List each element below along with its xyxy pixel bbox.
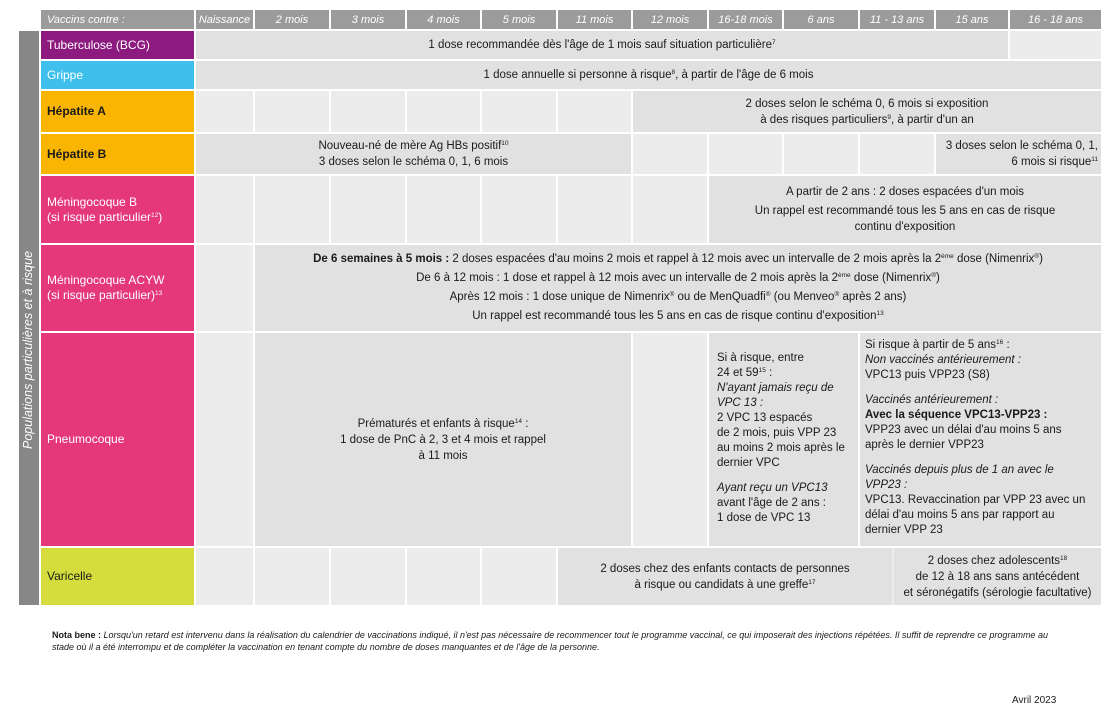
header-age-6ans bbox=[784, 10, 858, 29]
vaccine-name: Méningocoque ACYW bbox=[47, 273, 165, 287]
vaccine-varicelle bbox=[41, 548, 194, 605]
vaccine-grippe bbox=[41, 61, 194, 89]
header-age-2m bbox=[255, 10, 329, 29]
band-grippe: 1 dose annuelle si personne à risque$^8$, à partir de l'âge de 6 mois bbox=[196, 61, 1101, 89]
header-age-4m bbox=[407, 10, 480, 29]
header-age-label: 11 mois bbox=[575, 13, 614, 26]
header-age-label: 6 ans bbox=[807, 13, 835, 26]
band-bcg: 1 dose recommandée dès l'âge de 1 mois sauf situation particulière$^7$ bbox=[196, 31, 1008, 59]
band-varicelle-contacts: 2 doses chez des enfants contacts de personnes à risque ou candidats à une greffe$^{17}$ bbox=[558, 548, 892, 605]
grid-cell bbox=[255, 176, 329, 243]
header-age-12m bbox=[633, 10, 707, 29]
header-vaccines bbox=[41, 10, 194, 29]
nota-bene bbox=[52, 629, 1062, 653]
header-age-label: 15 ans bbox=[955, 13, 989, 26]
grid-cell bbox=[407, 548, 480, 605]
header-age-label: 5 mois bbox=[502, 13, 536, 26]
grid-cell bbox=[482, 176, 556, 243]
band-meningocoque-acyw: De 6 semaines à 5 mois : 2 doses espacées d'au moins 2 mois et rappel à 12 mois avec un intervalle de 2 mois après la 2ème dose (Nimenrix®) De 6 à 12 mois : 1 dose et rappel à 12 mois avec un intervalle de 2 mois après la 2ème dose (Nimenrix®) Après 12 mois : 1 dose unique de Nimenrix® ou de MenQuadfi® (ou Menveo® après 2 ans) Un rappel est recommandé tous les 5 ans en cas de risque continu d'exposition$^{13}$ bbox=[255, 245, 1101, 331]
sidebar-populations bbox=[19, 31, 39, 605]
grid-cell bbox=[407, 176, 480, 243]
grid-cell bbox=[196, 91, 253, 132]
grid-cell bbox=[633, 333, 707, 546]
header-age-3m bbox=[331, 10, 405, 29]
grid-cell bbox=[633, 134, 707, 174]
header-age-5m bbox=[482, 10, 556, 29]
header-age-15ans bbox=[936, 10, 1008, 29]
grid-cell bbox=[1010, 31, 1101, 59]
band-varicelle-adolescents: 2 doses chez adolescents$^{18}$ de 12 à 18 ans sans antécédent et séronégatifs (sérologie facultative) bbox=[894, 548, 1101, 605]
grid-cell bbox=[255, 91, 329, 132]
grid-cell bbox=[196, 333, 253, 546]
grid-cell bbox=[482, 91, 556, 132]
grid-cell bbox=[407, 91, 480, 132]
header-age-11-13ans bbox=[860, 10, 934, 29]
vaccine-name: Varicelle bbox=[47, 569, 93, 583]
header-age-label: 16 - 18 ans bbox=[1027, 13, 1084, 26]
grid-cell bbox=[558, 176, 631, 243]
sidebar-label: Populations particulières et à risque bbox=[21, 250, 35, 449]
vaccine-name: Grippe bbox=[47, 67, 84, 82]
header-age-label: 16-18 mois bbox=[718, 13, 773, 26]
grid-cell bbox=[196, 548, 253, 605]
grid-cell bbox=[196, 245, 253, 331]
header-age-label: 12 mois bbox=[650, 13, 690, 26]
vaccine-meningocoque-b bbox=[41, 176, 194, 243]
nota-bene-text: Lorsqu'un retard est intervenu dans la réalisation du calendrier de vaccinations indiqué, il n'est pas nécessaire de recommencer tout le programme vaccinal, ce qui imposerait des injections répétées. Il suffit de reprendre ce programme au stade où il a été interrompu et de compléter la vaccination en tenant compte du nombre de doses manquantes et de l'âge de la personne. bbox=[52, 630, 1048, 652]
header-age-label: 3 mois bbox=[351, 13, 385, 26]
header-age-16-18m bbox=[709, 10, 782, 29]
vaccine-name: Méningocoque B bbox=[47, 194, 138, 209]
band-meningocoque-b: A partir de 2 ans : 2 doses espacées d'un mois Un rappel est recommandé tous les 5 ans en cas de risque continu d'exposition bbox=[709, 176, 1101, 243]
grid-cell bbox=[633, 176, 707, 243]
vaccine-bcg bbox=[41, 31, 194, 59]
header-age-11m bbox=[558, 10, 631, 29]
vaccine-hepatite-a bbox=[41, 91, 194, 132]
vaccine-subtitle: (si risque particulier$^{12}$) bbox=[47, 209, 163, 224]
grid-cell bbox=[709, 134, 782, 174]
band-hepatite-a: 2 doses selon le schéma 0, 6 mois si exposition à des risques particuliers$^9$, à partir d'un an bbox=[633, 91, 1101, 132]
vaccine-meningocoque-acyw bbox=[41, 245, 194, 331]
header-age-label: Naissance bbox=[198, 13, 251, 26]
grid-cell bbox=[482, 548, 556, 605]
grid-cell bbox=[558, 91, 631, 132]
band-hepatite-b-risk: 3 doses selon le schéma 0, 1, 6 mois si risque$^{11}$ bbox=[936, 134, 1101, 174]
grid-cell bbox=[331, 548, 405, 605]
vaccine-hepatite-b bbox=[41, 134, 194, 174]
grid-cell bbox=[860, 134, 934, 174]
band-hepatite-b-newborn: Nouveau-né de mère Ag HBs positif$^{10}$ 3 doses selon le schéma 0, 1, 6 mois bbox=[196, 134, 631, 174]
nota-bene-label: Nota bene : bbox=[52, 630, 102, 640]
vaccine-pneumocoque bbox=[41, 333, 194, 546]
vaccine-name: Pneumocoque bbox=[47, 432, 125, 446]
grid-cell bbox=[255, 548, 329, 605]
header-age-naissance bbox=[196, 10, 253, 29]
header-age-label: 2 mois bbox=[275, 13, 309, 26]
header-vaccines-label: Vaccins contre : bbox=[47, 13, 125, 26]
vaccine-name: Hépatite B bbox=[47, 146, 107, 161]
header-age-label: 4 mois bbox=[427, 13, 460, 26]
vaccine-name: Tuberculose (BCG) bbox=[47, 37, 150, 52]
vaccine-name: Hépatite A bbox=[47, 104, 106, 118]
grid-cell bbox=[196, 176, 253, 243]
grid-cell bbox=[331, 91, 405, 132]
band-pneumocoque-prematures: Prématurés et enfants à risque$^{14}$ : 1 dose de PnC à 2, 3 et 4 mois et rappel à 11 mois bbox=[255, 333, 631, 546]
grid-cell bbox=[784, 134, 858, 174]
band-pneumocoque-5-ans: Si risque à partir de 5 ans$^{16}$ : Non vaccinés antérieurement : VPC13 puis VPP23 (S8) Vaccinés antérieurement : Avec la séquence VPC13-VPP23 : VPP23 avec un délai d'au moins 5 ans après le dernier VPP23 Vaccinés depuis plus de 1 an avec le VPP23 : VPC13. Revaccination par VPP 23 avec un délai d'au moins 5 ans par rapport au dernier VPP 23 bbox=[860, 333, 1101, 546]
band-pneumocoque-24-59-mois: Si à risque, entre 24 et $59^{15}$ : N'ayant jamais reçu de VPC 13 : 2 VPC 13 espacés de 2 mois, puis VPP 23 au moins 2 mois après le dernier VPC Ayant reçu un VPC13 avant l'âge de 2 ans : 1 dose de VPC 13 bbox=[709, 333, 858, 546]
header-age-label: 11 - 13 ans bbox=[869, 13, 925, 26]
grid-cell bbox=[331, 176, 405, 243]
footer-date: Avril 2023 bbox=[1012, 695, 1057, 706]
header-age-16-18ans bbox=[1010, 10, 1101, 29]
vaccine-subtitle: (si risque particulier)$^{13}$ bbox=[47, 288, 163, 302]
